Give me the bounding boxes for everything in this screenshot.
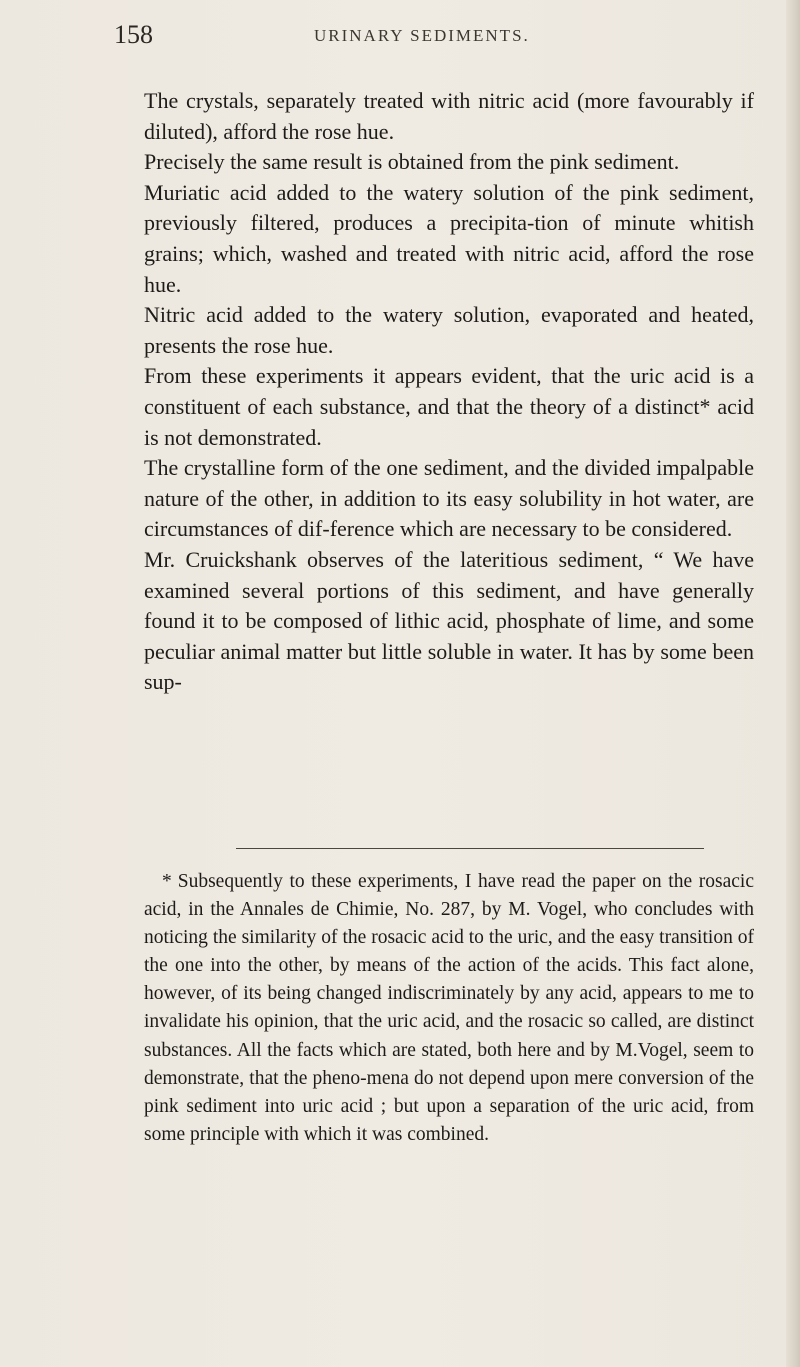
- paragraph-experiments: From these experiments it appears evident, that the uric acid is a constituent of each substance, and that the theory of a distinct* acid is not demonstrated.: [144, 363, 754, 450]
- running-head: URINARY SEDIMENTS.: [314, 26, 530, 45]
- footnote: [144, 868, 754, 1149]
- paragraph-crystals: The crystals, separately treated with nitric acid (more favourably if diluted), afford the rose hue.: [144, 88, 754, 144]
- page-header: [114, 20, 740, 60]
- main-text: [144, 86, 754, 698]
- paragraph-muriatic-acid: Muriatic acid added to the watery solution of the pink sediment, previously filtered, produces a precipita-tion of minute whitish grains; which, washed and treated with nitric acid, afford the rose hue.: [144, 179, 754, 297]
- paragraph-cruickshank: Mr. Cruickshank observes of the lateritious sediment, “ We have examined several portions of this sediment, and have generally found it to be composed of lithic acid, phosphate of lime, and some peculiar animal matter but little soluble in water. It has by some been sup-: [144, 546, 754, 695]
- paragraph-nitric-acid: Nitric acid added to the watery solution, evaporated and heated, presents the rose hue.: [144, 302, 754, 358]
- page-number: 158: [114, 20, 153, 49]
- paragraph-crystalline-form: The crystalline form of the one sediment, and the divided impalpable nature of the other, in addition to its easy solubility in hot water, are circumstances of dif-ference which are necessary to be considered.: [144, 455, 754, 542]
- footnote-mark: *: [162, 871, 172, 892]
- paragraph-same-result: Precisely the same result is obtained from the pink sediment.: [144, 149, 680, 175]
- footnote-text: Subsequently to these experiments, I have read the paper on the rosacic acid, in the Annales de Chimie, No. 287, by M. Vogel, who concludes with noticing the similarity of the rosacic acid to the uric, and the easy transition of the one into the other, by means of the action of the acids. This fact alone, however, of its being changed indiscriminately by any acid, appears to me to invalidate his opinion, that the uric acid, and the rosacic so called, are distinct substances. All the facts which are stated, both here and by M.Vogel, seem to demonstrate, that the pheno-mena do not depend upon mere conversion of the pink sediment into uric acid ; but upon a separation of the uric acid, from some principle with which it was combined.: [144, 871, 754, 1145]
- footnote-separator: [236, 848, 704, 849]
- footnote-paragraph: [144, 868, 754, 1149]
- page-edge-shadow: [786, 0, 800, 1367]
